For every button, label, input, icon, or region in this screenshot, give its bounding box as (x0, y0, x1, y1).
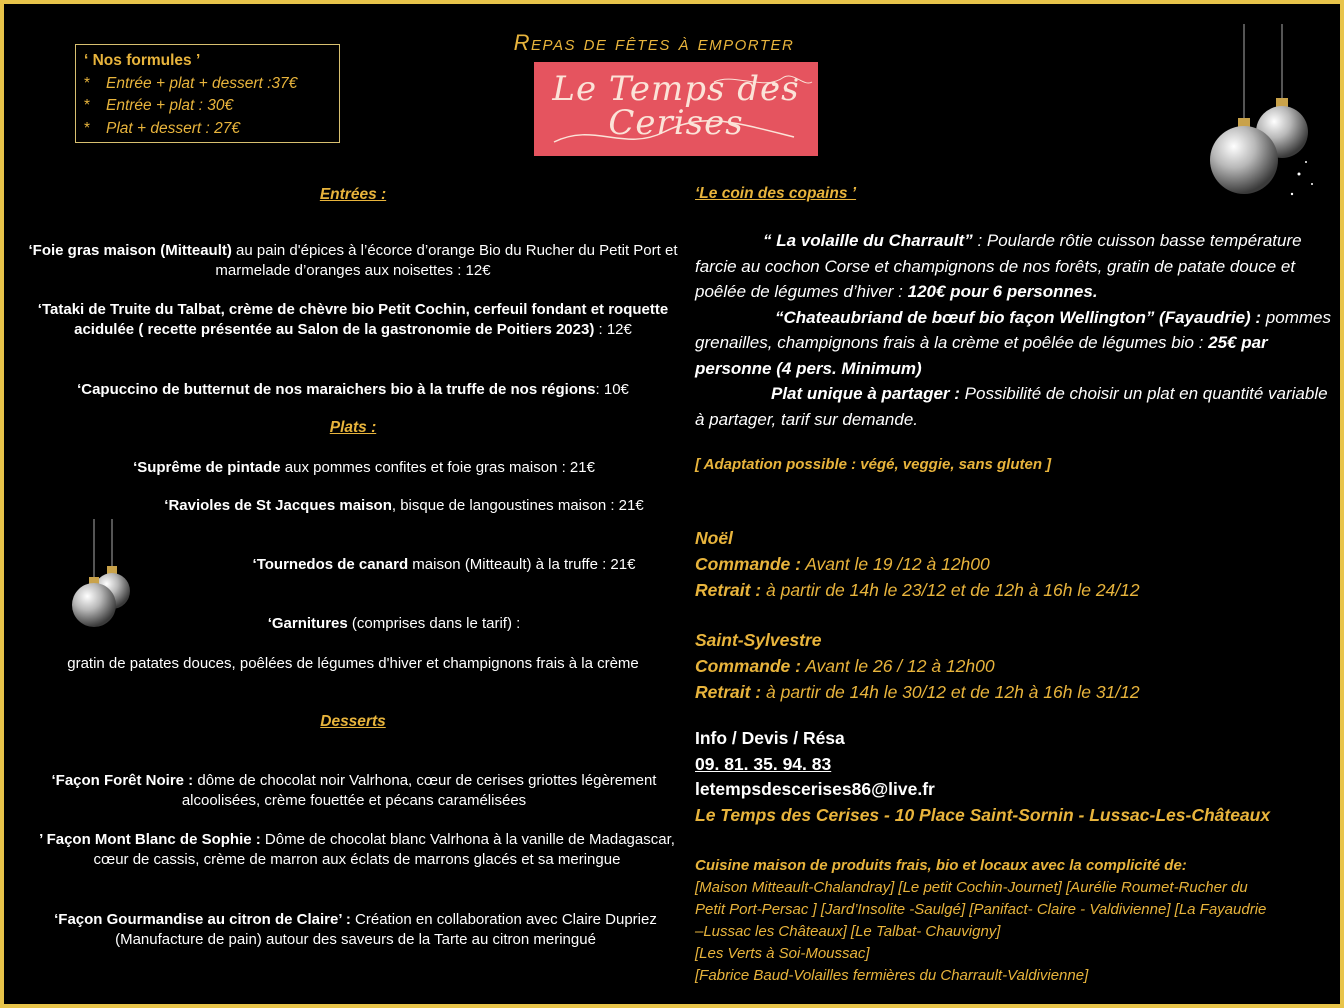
entree-item: ‘Foie gras maison (Mitteault) au pain d'épices à l’écorce d’orange Bio du Rucher du Petit Port et marmelade d’oranges aux noisettes : 12€ (28, 242, 678, 279)
plat-item: ‘Garnitures (comprises dans le tarif) : (267, 615, 521, 632)
dessert-item: ‘Façon Gourmandise au citron de Claire’ : Création en collaboration avec Claire Dupriez (Manufacture de pain) autour des saveurs de la Tarte au citron meringué (54, 911, 657, 948)
noel-commande: Commande : Avant le 19 /12 à 12h00 (695, 554, 990, 574)
formules-box (75, 44, 340, 143)
partner-line: –Lussac les Châteaux] [Le Talbat- Chauvigny] (695, 923, 1001, 940)
info-block (695, 726, 1340, 828)
logo-text: Le Temps des Cerises (552, 69, 800, 143)
plats-title: Plats : (329, 419, 377, 436)
partner-line: [Fabrice Baud-Volailles fermières du Charrault-Valdivienne] (695, 967, 1089, 984)
sylvestre-block (695, 627, 1340, 705)
christmas-bauble-icon (64, 519, 144, 639)
copains-title: ‘Le coin des copains ’ (695, 185, 857, 202)
partner-line: [Les Verts à Soi-Moussac] (695, 945, 870, 962)
noel-block (695, 525, 1340, 603)
sylvestre-retrait: Retrait : à partir de 14h le 30/12 et de 12h à 16h le 31/12 (695, 682, 1140, 702)
sylvestre-title: Saint-Sylvestre (695, 630, 822, 650)
formule-item: * Entrée + plat + dessert :37€ (84, 74, 298, 92)
entrees-title: Entrées : (319, 186, 387, 203)
plat-item: ‘Suprême de pintade aux pommes confites et foie gras maison : 21€ (133, 459, 595, 476)
christmas-bauble-icon (1204, 24, 1324, 214)
formule-item: * Plat + dessert : 27€ (84, 119, 240, 137)
adaptation-note: [ Adaptation possible : végé, veggie, sans gluten ] (695, 456, 1052, 473)
address: Le Temps des Cerises - 10 Place Saint-Sornin - Lussac-Les-Châteaux (695, 804, 1271, 825)
info-title: Info / Devis / Résa (695, 728, 845, 748)
noel-retrait: Retrait : à partir de 14h le 23/12 et de 12h à 16h le 24/12 (695, 580, 1140, 600)
sylvestre-commande: Commande : Avant le 26 / 12 à 12h00 (695, 656, 995, 676)
desserts-title: Desserts (320, 713, 386, 730)
page-title: Repas de fêtes à emporter (513, 30, 795, 55)
formule-item: * Entrée + plat : 30€ (84, 97, 234, 114)
partners-title: Cuisine maison de produits frais, bio et locaux avec la complicité de: (695, 857, 1187, 874)
dessert-item: ’ Façon Mont Blanc de Sophie : Dôme de chocolat blanc Valrhona à la vanille de Madagascar, cœur de cassis, crème de marron aux éclats de marrons glacés et sa meringue (39, 831, 675, 868)
plat-item: ‘Ravioles de St Jacques maison, bisque de langoustines maison : 21€ (164, 497, 644, 514)
logo (534, 62, 818, 156)
partner-line: [Maison Mitteault-Chalandray] [Le petit Cochin-Journet] [Aurélie Roumet-Rucher du (695, 879, 1248, 896)
partner-line: Petit Port-Persac ] [Jard’Insolite -Saulgé] [Panifact- Claire - Valdivienne] [La Fayaudrie (695, 901, 1267, 918)
entree-item: ‘Tataki de Truite du Talbat, crème de chèvre bio Petit Cochin, cerfeuil fondant et roquette acidulée ( recette présentée au Salon de la gastronomie de Poitiers 2023) : 12€ (37, 301, 669, 338)
noel-title: Noël (695, 528, 733, 548)
garnitures-detail: gratin de patates douces, poêlées de légumes d'hiver et champignons frais à la crème (67, 655, 639, 672)
entree-item: ‘Capuccino de butternut de nos maraichers bio à la truffe de nos régions: 10€ (77, 381, 629, 398)
dessert-item: ‘Façon Forêt Noire : dôme de chocolat noir Valrhona, cœur de cerises griottes légèrement alcoolisées, crème fouettée et pécans caramélisées (51, 772, 657, 809)
partners-block (695, 855, 1344, 987)
copains-text: “ La volaille du Charrault” : Poularde rôtie cuisson basse température farcie au cochon Corse et champignons de nos forêts, gratin de patate douce et poêlée de légumes d’hiver : 120€ pour 6 personnes. “Chateaubriand de bœuf bio façon Wellington” (Fayaudrie) : pommes grenailles, champignons frais à la crème et poêlée de légumes bio : 25€ par personne (4 pers. Minimum) Plat unique à partager : Possibilité de choisir un plat en quantité variable à partager, tarif sur demande. (695, 231, 1331, 429)
formules-title: ‘ Nos formules ’ (84, 52, 201, 69)
phone-link[interactable]: 09. 81. 35. 94. 83 (695, 753, 832, 774)
email-link[interactable]: letempsdescerises86@live.fr (695, 779, 935, 799)
plat-item: ‘Tournedos de canard maison (Mitteault) à la truffe : 21€ (252, 556, 636, 573)
